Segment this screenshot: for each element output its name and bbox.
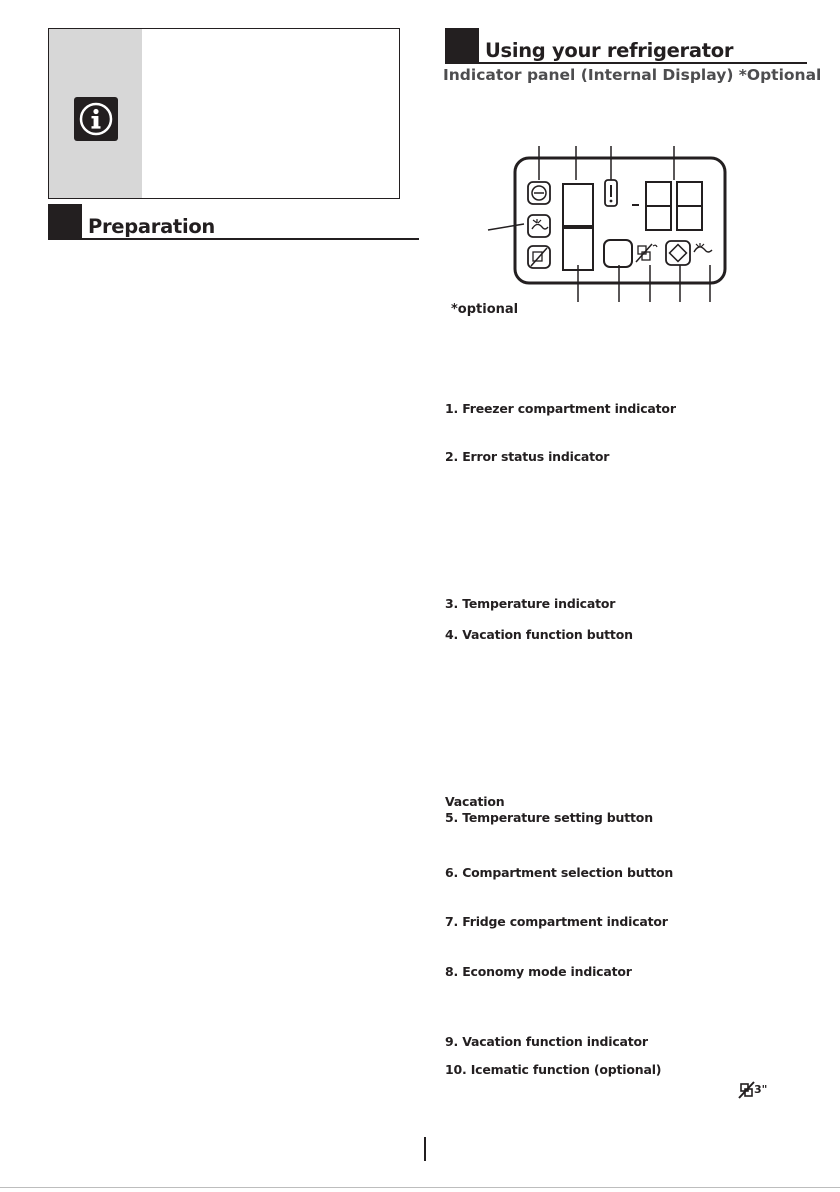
optional-label: *optional bbox=[451, 302, 519, 317]
indicator-panel-subtitle: Indicator panel (Internal Display) *Optional bbox=[443, 66, 822, 84]
section-title: Preparation bbox=[88, 215, 216, 238]
item-error-indicator: 2. Error status indicator bbox=[445, 449, 610, 464]
item-fridge-indicator: 7. Fridge compartment indicator bbox=[445, 914, 668, 929]
compartment-button bbox=[604, 240, 632, 267]
temperature-digits bbox=[646, 182, 702, 230]
section-title: Using your refrigerator bbox=[485, 39, 734, 62]
item-vacation-label: Vacation bbox=[445, 794, 505, 809]
item-freezer-indicator: 1. Freezer compartment indicator bbox=[445, 401, 676, 416]
callout-line bbox=[488, 224, 524, 230]
icematic-off-icon bbox=[528, 246, 550, 268]
page-bottom-rule bbox=[0, 1187, 840, 1188]
using-header bbox=[445, 28, 807, 64]
vacation-icon bbox=[528, 215, 550, 237]
section-marker bbox=[445, 28, 479, 64]
icematic-symbol bbox=[737, 1080, 777, 1100]
item-icematic-function: 10. Icematic function (optional) bbox=[445, 1062, 662, 1077]
icematic-symbol-text: 3" bbox=[754, 1083, 768, 1096]
fridge-compartment-box bbox=[563, 228, 593, 270]
section-rule bbox=[82, 238, 419, 240]
item-compartment-selection: 6. Compartment selection button bbox=[445, 865, 674, 880]
note-side-panel bbox=[49, 29, 142, 198]
economy-icon bbox=[528, 182, 550, 204]
vacation-button-icon bbox=[666, 241, 690, 265]
item-vacation-indicator: 9. Vacation function indicator bbox=[445, 1034, 648, 1049]
info-icon bbox=[74, 97, 118, 141]
page-number-divider bbox=[424, 1137, 426, 1161]
note-box bbox=[48, 28, 400, 199]
item-economy-indicator: 8. Economy mode indicator bbox=[445, 964, 632, 979]
freezer-compartment-box bbox=[563, 184, 593, 226]
item-vacation-button: 4. Vacation function button bbox=[445, 627, 633, 642]
preparation-header bbox=[48, 204, 419, 240]
panel-outline bbox=[515, 158, 725, 283]
section-marker bbox=[48, 204, 82, 240]
item-temperature-indicator: 3. Temperature indicator bbox=[445, 596, 616, 611]
fast-freeze-icon bbox=[694, 243, 712, 252]
indicator-panel-diagram bbox=[440, 140, 760, 305]
error-icon bbox=[605, 180, 617, 206]
section-rule bbox=[479, 62, 807, 64]
icematic-icon bbox=[636, 244, 657, 262]
item-temp-setting-button: 5. Temperature setting button bbox=[445, 810, 653, 825]
